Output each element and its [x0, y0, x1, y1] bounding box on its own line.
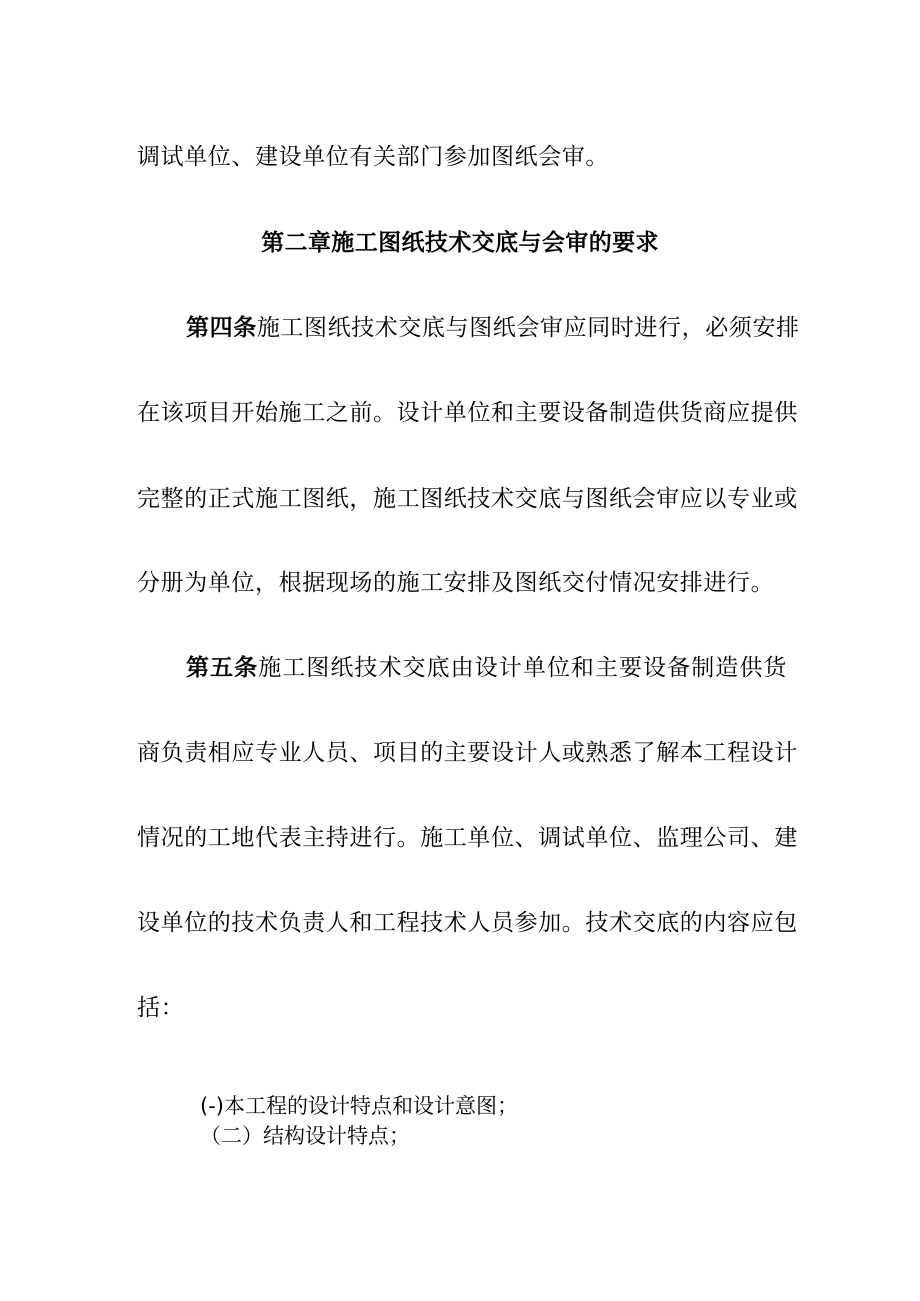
article-4-line-1	[186, 313, 800, 343]
article-4-text: 施工图纸技术交底与图纸会审应同时进行，必须安排	[256, 315, 800, 341]
article-5-line-3: 情况的工地代表主持进行。施工单位、调试单位、监理公司、建	[137, 825, 798, 851]
article-5-line-4: 设单位的技术负责人和工程技术人员参加。技术交底的内容应包	[137, 910, 798, 936]
article-5-text: 施工图纸技术交底由设计单位和主要设备制造供货	[258, 655, 787, 681]
article-5-label: 第五条	[186, 655, 259, 681]
article-5-line-2: 商负责相应专业人员、项目的主要设计人或熟悉了解本工程设计	[137, 740, 798, 766]
article-4-line-2: 在该项目开始施工之前。设计单位和主要设备制造供货商应提供	[137, 400, 798, 426]
list-item-1: (-)本工程的设计特点和设计意图；	[200, 1094, 518, 1118]
chapter-heading: 第二章施工图纸技术交底与会审的要求	[261, 230, 659, 256]
list-item-2: （二）结构设计特点；	[200, 1124, 410, 1148]
article-4-line-4: 分册为单位，根据现场的施工安排及图纸交付情况安排进行。	[137, 570, 775, 596]
article-5-line-5: 括：	[137, 995, 185, 1021]
article-4-label: 第四条	[186, 315, 257, 341]
paragraph-line: 调试单位、建设单位有关部门参加图纸会审。	[137, 144, 609, 170]
article-5-line-1	[186, 653, 787, 683]
article-4-line-3: 完整的正式施工图纸，施工图纸技术交底与图纸会审应以专业或	[137, 486, 798, 512]
